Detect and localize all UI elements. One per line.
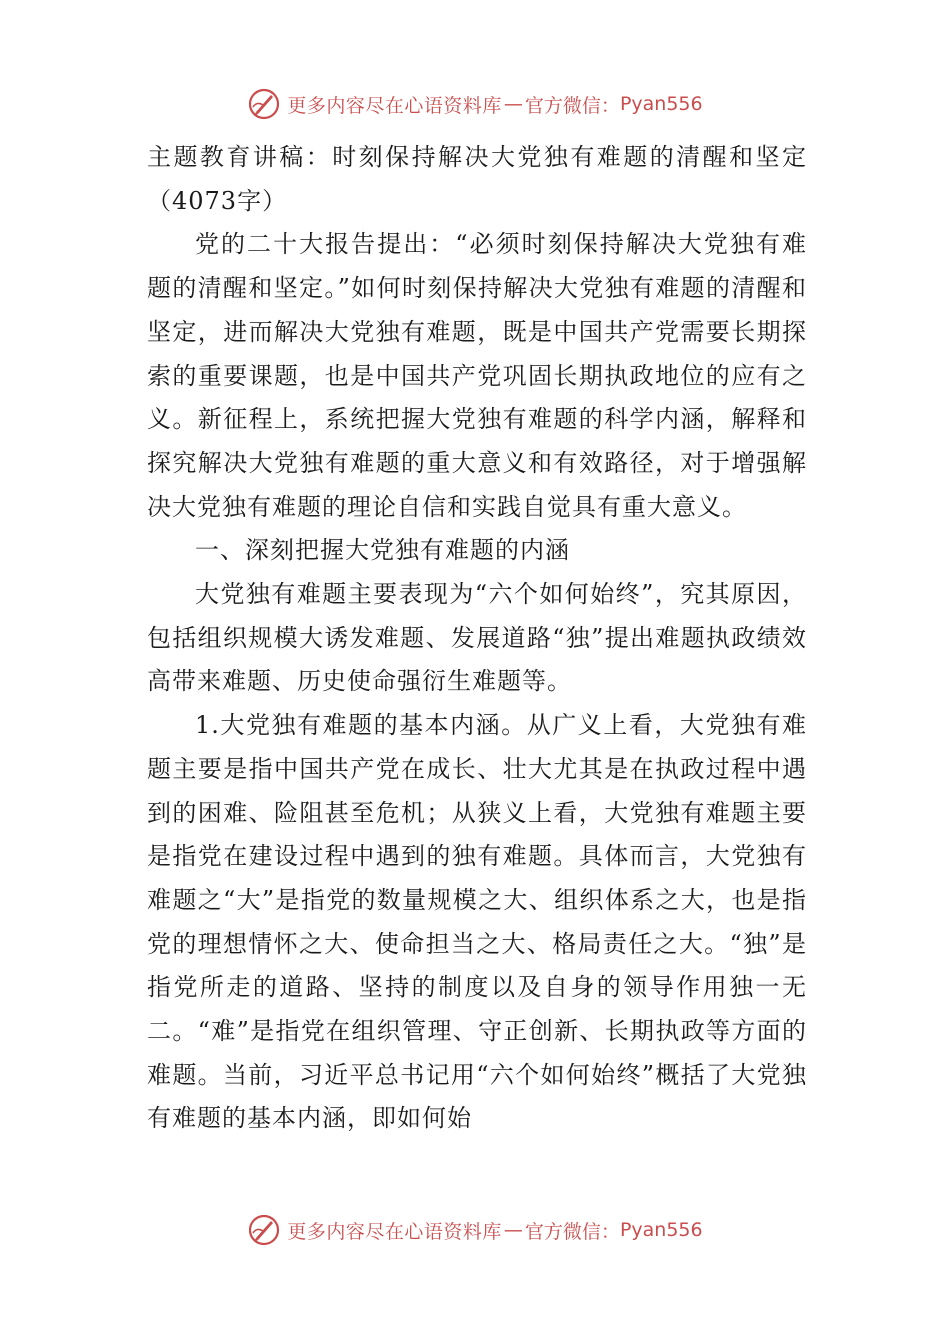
banner-dash: —: [503, 1219, 523, 1241]
brand-text: 更多内容尽在心语资料库: [287, 1220, 502, 1243]
paragraph-intro: 党的二十大报告提出：“必须时刻保持解决大党独有难题的清醒和坚定。”如何时刻保持解决大党独有难题的清醒和坚定，进而解决大党独有难题，既是中国共产党需要长期探索的重要课题，也是中国共产党巩固长期执政地位的应有之义。新征程上，系统把握大党独有难题的科学内涵，解释和探究解决大党独有难题的重大意义和有效路径，对于增强解决大党独有难题的理论自信和实践自觉具有重大意义。: [147, 230, 807, 521]
paragraph-basic-meaning: 1.大党独有难题的基本内涵。从广义上看，大党独有难题主要是指中国共产党在成长、壮大尤其是在执政过程中遇到的困难、险阻甚至危机；从狭义上看，大党独有难题主要是指党在建设过程中遇到的独有难题。具体而言，大党独有难题之“大”是指党的数量规模之大、组织体系之大，也是指党的理想情怀之大、使命担当之大、格局责任之大。“独”是指党所走的道路、坚持的制度以及自身的领导作用独一无二。“难”是指党在组织管理、守正创新、长期执政等方面的难题。当前，习近平总书记用“六个如何始终”概括了大党独有难题的基本内涵，即如何始: [147, 711, 807, 1133]
quill-pen-icon: [247, 1213, 281, 1247]
footer-banner: [0, 1210, 950, 1250]
document-body: [147, 136, 807, 1141]
header-banner: [0, 84, 950, 124]
section-heading: 一、深刻把握大党独有难题的内涵: [195, 536, 570, 565]
quill-pen-icon: [247, 87, 281, 121]
wechat-handle: Pyan556: [619, 1219, 703, 1241]
document-title: 主题教育讲稿：时刻保持解决大党独有难题的清醒和坚定（4073字）: [147, 143, 807, 215]
wechat-label: 官方微信：: [524, 1220, 620, 1243]
wechat-label: 官方微信：: [524, 94, 620, 117]
paragraph-summary: 大党独有难题主要表现为“六个如何始终”，究其原因，包括组织规模大诱发难题、发展道路“独”提出难题执政绩效高带来难题、历史使命强衍生难题等。: [147, 580, 807, 696]
wechat-handle: Pyan556: [619, 93, 703, 115]
brand-text: 更多内容尽在心语资料库: [287, 94, 502, 117]
banner-dash: —: [503, 93, 523, 115]
